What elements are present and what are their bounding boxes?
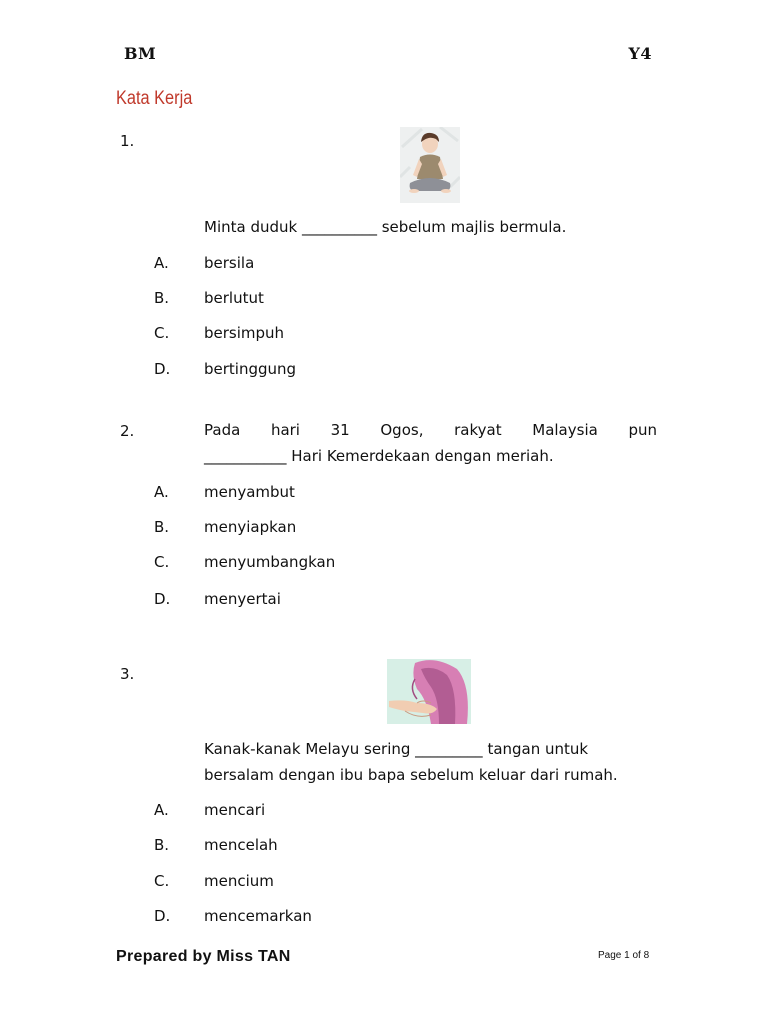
year-label: Y4 bbox=[628, 44, 652, 63]
option-text: mencemarkan bbox=[204, 907, 312, 925]
subject-label: BM bbox=[124, 44, 157, 63]
option-text: mencium bbox=[204, 872, 274, 890]
question-1-option-a bbox=[154, 254, 254, 272]
question-3-option-a bbox=[154, 801, 265, 819]
question-3-option-b bbox=[154, 836, 278, 854]
sitting-boy-illustration bbox=[400, 127, 460, 203]
option-letter: A. bbox=[154, 801, 169, 819]
question-2-option-a bbox=[154, 483, 295, 501]
option-letter: C. bbox=[154, 553, 170, 571]
question-2-stem-line-2: ___________ Hari Kemerdekaan dengan meriah. bbox=[204, 447, 554, 465]
question-1-option-c bbox=[154, 324, 284, 342]
option-text: menyambut bbox=[204, 483, 295, 501]
question-3-stem-line-1: Kanak-kanak Melayu sering _________ tangan untuk bbox=[204, 740, 589, 758]
option-letter: B. bbox=[154, 289, 170, 307]
question-1-stem bbox=[204, 214, 566, 240]
question-2-option-c bbox=[154, 553, 335, 571]
option-text: berlutut bbox=[204, 289, 264, 307]
question-3-number: 3. bbox=[120, 665, 135, 683]
question-3-stem bbox=[204, 736, 618, 788]
question-1-stem-line: Minta duduk __________ sebelum majlis bermula. bbox=[204, 218, 567, 236]
option-letter: B. bbox=[154, 836, 170, 854]
option-text: menyiapkan bbox=[204, 518, 297, 536]
option-letter: A. bbox=[154, 254, 169, 272]
question-1-option-b bbox=[154, 289, 264, 307]
question-3-option-c bbox=[154, 872, 274, 890]
option-text: mencari bbox=[204, 801, 266, 819]
prepared-by: Prepared by Miss TAN bbox=[116, 948, 291, 965]
option-text: bertinggung bbox=[204, 360, 297, 378]
option-letter: B. bbox=[154, 518, 170, 536]
option-letter: A. bbox=[154, 483, 169, 501]
question-2-option-d bbox=[154, 590, 281, 608]
question-2-option-b bbox=[154, 518, 296, 536]
question-3-stem-line-2: bersalam dengan ibu bapa sebelum keluar dari rumah. bbox=[204, 766, 618, 784]
question-1-option-d bbox=[154, 360, 296, 378]
option-text: bersimpuh bbox=[204, 324, 285, 342]
option-text: menyumbangkan bbox=[204, 553, 336, 571]
option-letter: D. bbox=[154, 360, 171, 378]
option-text: bersila bbox=[204, 254, 255, 272]
question-2-number: 2. bbox=[120, 422, 135, 440]
option-letter: C. bbox=[154, 324, 170, 342]
option-text: menyertai bbox=[204, 590, 281, 608]
salam-greeting-illustration bbox=[387, 659, 471, 724]
section-title: Kata Kerja bbox=[116, 88, 193, 109]
question-2-stem bbox=[204, 417, 657, 469]
question-1-number: 1. bbox=[120, 132, 135, 150]
option-letter: D. bbox=[154, 590, 171, 608]
page-number: Page 1 of 8 bbox=[598, 950, 650, 961]
option-text: mencelah bbox=[204, 836, 278, 854]
option-letter: C. bbox=[154, 872, 170, 890]
question-3-option-d bbox=[154, 907, 312, 925]
option-letter: D. bbox=[154, 907, 171, 925]
question-2-stem-line-1: Pada hari 31 Ogos, rakyat Malaysia pun bbox=[204, 421, 657, 439]
